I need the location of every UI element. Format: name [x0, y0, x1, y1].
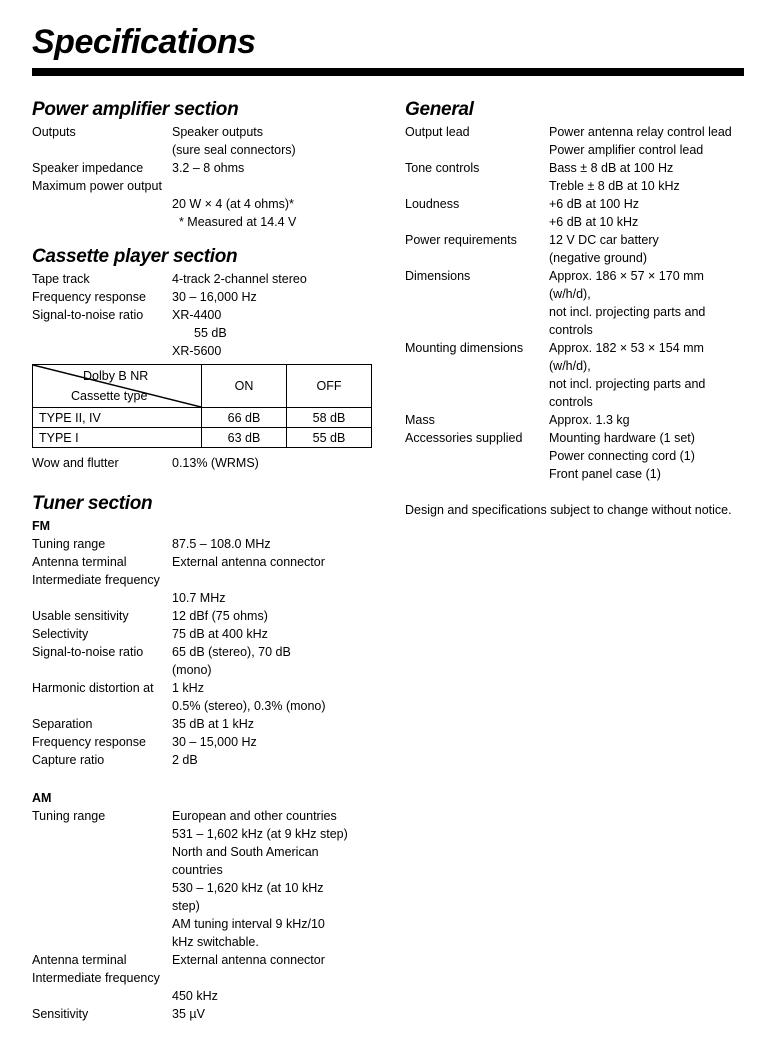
spec-values	[172, 751, 377, 769]
spec-values	[172, 553, 377, 571]
spec-values	[549, 411, 740, 429]
spec-values	[549, 123, 740, 159]
spec-values	[172, 288, 377, 306]
spec-row	[405, 123, 740, 159]
table-row	[33, 408, 372, 428]
spec-values	[172, 270, 377, 288]
spec-value: Power amplifier control lead	[549, 143, 704, 157]
table-header-on: ON	[202, 365, 287, 408]
spec-row	[405, 429, 740, 483]
spec-values	[172, 535, 377, 553]
table-header-row	[33, 365, 372, 408]
spec-values	[172, 733, 377, 751]
table-cell-off: 55 dB	[287, 428, 372, 448]
spec-row	[32, 270, 377, 288]
spec-values	[172, 123, 377, 159]
spec-list	[405, 123, 740, 483]
spec-label: Selectivity	[32, 627, 89, 641]
title-rule	[32, 68, 744, 76]
spec-value: 12 V DC car battery	[549, 233, 659, 247]
spec-value: 75 dB at 400 kHz	[172, 627, 268, 641]
spec-values	[549, 231, 740, 267]
spec-value: Approx. 186 × 57 × 170 mm	[549, 269, 704, 283]
spec-value: not incl. projecting parts and controls	[549, 377, 706, 409]
spec-list	[32, 807, 377, 969]
spec-label: Separation	[32, 717, 93, 731]
spec-value: Front panel case (1)	[549, 467, 661, 481]
page-title: Specifications	[32, 23, 256, 61]
spec-value: AM tuning interval 9 kHz/10	[172, 917, 325, 931]
spec-values	[172, 625, 377, 643]
spec-value: External antenna connector	[172, 555, 325, 569]
spec-value: (w/h/d),	[549, 359, 591, 373]
spec-list	[32, 123, 377, 177]
spec-value: European and other countries	[172, 809, 337, 823]
spec-label: Sensitivity	[32, 1007, 89, 1021]
spec-row	[32, 288, 377, 306]
spec-value: 55 dB	[194, 326, 227, 340]
spec-label: Accessories supplied	[405, 431, 523, 445]
spec-value: Approx. 182 × 53 × 154 mm	[549, 341, 704, 355]
spec-value: 35 µV	[172, 1007, 205, 1021]
spec-value: countries	[172, 863, 223, 877]
spec-label: Signal-to-noise ratio	[32, 308, 144, 322]
table-cell-type: TYPE I	[33, 428, 202, 448]
spec-value: 0.5% (stereo), 0.3% (mono)	[172, 699, 326, 713]
spec-label: Output lead	[405, 125, 470, 139]
table-row	[33, 428, 372, 448]
spec-row	[32, 679, 377, 715]
spec-row	[32, 951, 377, 969]
spec-row	[405, 195, 740, 231]
spec-value: (mono)	[172, 663, 212, 677]
spec-values	[172, 807, 377, 951]
dolby-nr-table	[32, 364, 372, 448]
table-header-diagonal	[33, 365, 202, 408]
spec-label: Tone controls	[405, 161, 480, 175]
disclaimer-text: Design and specifications subject to change without notice.	[405, 503, 732, 517]
spec-row	[405, 411, 740, 429]
spec-values	[549, 195, 740, 231]
spec-row	[405, 231, 740, 267]
spec-label: Tape track	[32, 272, 90, 286]
spec-label: Mass	[405, 413, 435, 427]
tuner-section	[32, 492, 377, 1023]
spec-label: Antenna terminal	[32, 953, 127, 967]
spec-value: Treble ± 8 dB at 10 kHz	[549, 179, 680, 193]
spec-values	[172, 306, 377, 324]
spec-values	[172, 607, 377, 625]
spec-label: Frequency response	[32, 290, 146, 304]
spec-row	[32, 306, 377, 324]
spec-label: Signal-to-noise ratio	[32, 645, 144, 659]
spec-value: +6 dB at 100 Hz	[549, 197, 639, 211]
spec-value: (w/h/d),	[549, 287, 591, 301]
spec-row	[32, 1005, 377, 1023]
spec-value: Bass ± 8 dB at 100 Hz	[549, 161, 674, 175]
spec-row	[405, 267, 740, 339]
spec-value: 87.5 – 108.0 MHz	[172, 537, 271, 551]
spec-value: 30 – 15,000 Hz	[172, 735, 257, 749]
right-column	[405, 98, 740, 519]
spec-value: (sure seal connectors)	[172, 143, 296, 157]
am-heading: AM	[32, 791, 52, 805]
spec-value: XR-4400	[172, 308, 222, 322]
disclaimer-note	[405, 501, 740, 519]
spec-values	[172, 1005, 377, 1023]
table-header-dolby: Dolby B NR	[83, 369, 149, 383]
cassette-player-section	[32, 245, 377, 472]
spec-value: 12 dBf (75 ohms)	[172, 609, 268, 623]
spec-label: Loudness	[405, 197, 460, 211]
spec-value: 35 dB at 1 kHz	[172, 717, 254, 731]
spec-value: 10.7 MHz	[172, 591, 226, 605]
spec-value: 450 kHz	[172, 989, 218, 1003]
spec-values	[172, 951, 377, 969]
spec-label: Capture ratio	[32, 753, 105, 767]
spec-row	[32, 751, 377, 769]
spec-row	[32, 643, 377, 679]
spec-label: Maximum power output	[32, 179, 162, 193]
spec-value: * Measured at 14.4 V	[178, 215, 297, 229]
spec-label: Intermediate frequency	[32, 971, 160, 985]
spec-row	[32, 715, 377, 733]
section-heading: Tuner section	[32, 493, 153, 514]
table-header-off: OFF	[287, 365, 372, 408]
spec-values	[172, 715, 377, 733]
spec-values	[549, 267, 740, 339]
spec-label: Power requirements	[405, 233, 517, 247]
spec-value: Mounting hardware (1 set)	[549, 431, 695, 445]
spec-value: 65 dB (stereo), 70 dB	[172, 645, 291, 659]
spec-value: Approx. 1.3 kg	[549, 413, 630, 427]
spec-label: Usable sensitivity	[32, 609, 129, 623]
spec-list	[32, 607, 377, 769]
spec-values	[549, 339, 740, 411]
spec-value: 30 – 16,000 Hz	[172, 290, 257, 304]
spec-label: Antenna terminal	[32, 555, 127, 569]
spec-row	[405, 339, 740, 411]
fm-heading: FM	[32, 519, 51, 533]
spec-value: XR-5600	[172, 344, 222, 358]
spec-label: Tuning range	[32, 809, 106, 823]
spec-label: Speaker impedance	[32, 161, 144, 175]
spec-row	[32, 123, 377, 159]
spec-label: Harmonic distortion at	[32, 681, 154, 695]
spec-label: Dimensions	[405, 269, 471, 283]
spec-row	[32, 733, 377, 751]
section-heading: General	[405, 99, 474, 120]
left-column	[32, 98, 377, 1023]
section-heading: Power amplifier section	[32, 99, 239, 120]
spec-row	[32, 607, 377, 625]
table-cell-on: 63 dB	[202, 428, 287, 448]
spec-value: 3.2 – 8 ohms	[172, 161, 245, 175]
spec-value: (negative ground)	[549, 251, 647, 265]
spec-label: Outputs	[32, 125, 76, 139]
spec-list	[32, 270, 377, 324]
spec-value: 4-track 2-channel stereo	[172, 272, 307, 286]
spec-list	[32, 535, 377, 571]
table-cell-off: 58 dB	[287, 408, 372, 428]
spec-value: 531 – 1,602 kHz (at 9 kHz step)	[172, 827, 348, 841]
spec-values	[172, 643, 377, 679]
spec-row	[32, 625, 377, 643]
spec-value: step)	[172, 899, 200, 913]
spec-value: +6 dB at 10 kHz	[549, 215, 639, 229]
general-section	[405, 98, 740, 483]
spec-value: 0.13% (WRMS)	[172, 456, 259, 470]
spec-label: Frequency response	[32, 735, 146, 749]
spec-value: 20 W × 4 (at 4 ohms)*	[172, 197, 294, 211]
spec-value: kHz switchable.	[172, 935, 259, 949]
spec-value: Power connecting cord (1)	[549, 449, 695, 463]
spec-list	[32, 1005, 377, 1023]
table-header-cassette-type: Cassette type	[71, 389, 148, 403]
spec-label: Mounting dimensions	[405, 341, 524, 355]
spec-value: 2 dB	[172, 753, 198, 767]
spec-row	[32, 807, 377, 951]
spec-value: Speaker outputs	[172, 125, 264, 139]
spec-value: 530 – 1,620 kHz (at 10 kHz	[172, 881, 324, 895]
section-heading: Cassette player section	[32, 246, 238, 267]
spec-value: not incl. projecting parts and controls	[549, 305, 706, 337]
spec-values	[549, 429, 740, 483]
spec-values	[172, 679, 377, 715]
spec-row	[32, 535, 377, 553]
spec-row	[405, 159, 740, 195]
spec-values	[549, 159, 740, 195]
table-cell-type: TYPE II, IV	[33, 408, 202, 428]
spec-label: Tuning range	[32, 537, 106, 551]
table-cell-on: 66 dB	[202, 408, 287, 428]
spec-row	[32, 159, 377, 177]
spec-label: Intermediate frequency	[32, 573, 160, 587]
spec-value: 1 kHz	[172, 681, 204, 695]
spec-value: North and South American	[172, 845, 319, 859]
spec-values	[172, 159, 377, 177]
power-amplifier-section	[32, 98, 377, 231]
spec-value: Power antenna relay control lead	[549, 125, 732, 139]
spec-row	[32, 454, 377, 472]
spec-label: Wow and flutter	[32, 456, 119, 470]
spec-value: External antenna connector	[172, 953, 325, 967]
spec-row	[32, 553, 377, 571]
